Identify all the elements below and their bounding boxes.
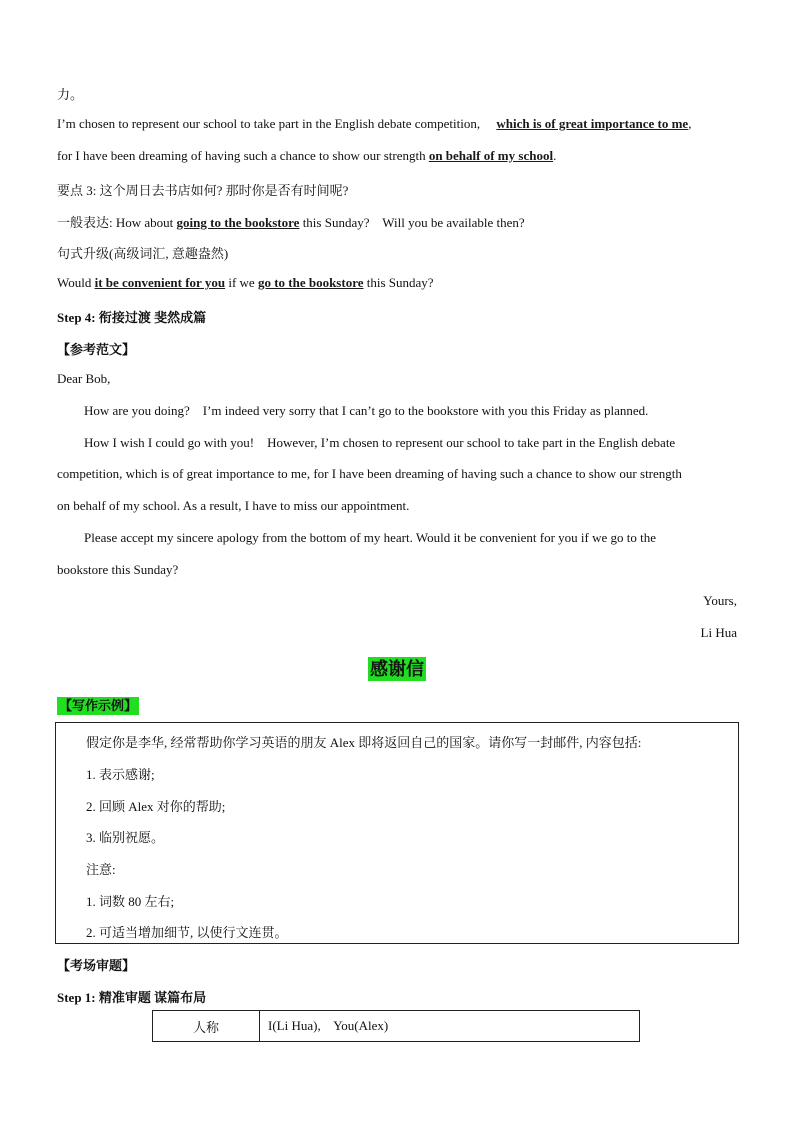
info-table <box>152 1010 640 1042</box>
text-line <box>57 116 691 132</box>
note-item: 2. 可适当增加细节, 以使行文连贯。 <box>86 925 288 940</box>
prompt-item: 2. 回顾 Alex 对你的帮助; <box>86 799 226 814</box>
text-line <box>57 275 434 291</box>
plain-text: I’m chosen to represent our school to take part in the English debate competition, <box>57 116 481 131</box>
prompt-item: 3. 临别祝愿。 <box>86 830 165 845</box>
prompt-item: 1. 表示感谢; <box>86 767 155 782</box>
plain-text: 一般表达: How about <box>57 215 174 230</box>
prompt-intro: 假定你是李华, 经常帮助你学习英语的朋友 Alex 即将返回自己的国家。请你写一封邮件, 内容包括: <box>86 735 642 750</box>
step-heading: Step 1: 精准审题 谋篇布局 <box>57 990 207 1005</box>
punctuation: . <box>553 148 557 163</box>
letter-signature: Li Hua <box>700 625 737 640</box>
letter-paragraph-cont: on behalf of my school. As a result, I have to miss our appointment. <box>57 498 410 513</box>
section-title: 感谢信 <box>370 659 424 679</box>
underlined-phrase: on behalf of my school <box>428 148 554 163</box>
plain-text: if we <box>228 275 255 290</box>
letter-greeting: Dear Bob, <box>57 371 111 386</box>
letter-paragraph-cont: bookstore this Sunday? <box>57 562 179 577</box>
section-label: 【参考范文】 <box>57 342 136 357</box>
letter-paragraph: How are you doing? I’m indeed very sorry that I can’t go to the bookstore with you this Friday as planned. <box>84 403 649 418</box>
underlined-phrase: it be convenient for you <box>94 275 226 290</box>
exam-label: 【考场审题】 <box>57 958 136 973</box>
text-line: 力。 <box>57 87 84 102</box>
letter-paragraph: How I wish I could go with you! However, I’m chosen to represent our school to take part in the English debate <box>84 435 676 450</box>
text-line <box>57 212 525 231</box>
example-label: 【写作示例】 <box>59 698 138 713</box>
plain-text: this Sunday? Will you be available then? <box>302 215 525 230</box>
plain-text: for I have been dreaming of having such a chance to show our strength <box>57 148 426 163</box>
letter-paragraph: Please accept my sincere apology from the bottom of my heart. Would it be convenient for you if we go to the <box>84 530 656 545</box>
underlined-phrase: go to the bookstore <box>257 275 364 290</box>
table-value-cell: I(Li Hua), You(Alex) <box>260 1011 640 1042</box>
punctuation: , <box>688 116 692 131</box>
plain-text: Would <box>57 275 92 290</box>
key-point-heading: 要点 3: 这个周日去书店如何? 那时你是否有时间呢? <box>57 183 349 198</box>
letter-paragraph-cont: competition, which is of great importance to me, for I have been dreaming of having such a chance to show our strength <box>57 466 682 481</box>
table-key-cell: 人称 <box>153 1011 260 1042</box>
table-row <box>153 1011 640 1042</box>
underlined-phrase: going to the bookstore <box>176 215 300 230</box>
letter-closing: Yours, <box>703 593 737 608</box>
plain-text: this Sunday? <box>366 275 434 290</box>
note-label: 注意: <box>86 862 116 877</box>
text-line: 句式升级(高级词汇, 意趣盎然) <box>57 246 229 261</box>
underlined-phrase: which is of great importance to me <box>496 116 689 131</box>
text-line <box>57 148 556 164</box>
prompt-box <box>55 722 739 944</box>
note-item: 1. 词数 80 左右; <box>86 894 175 909</box>
step-heading: Step 4: 衔接过渡 斐然成篇 <box>57 310 207 325</box>
